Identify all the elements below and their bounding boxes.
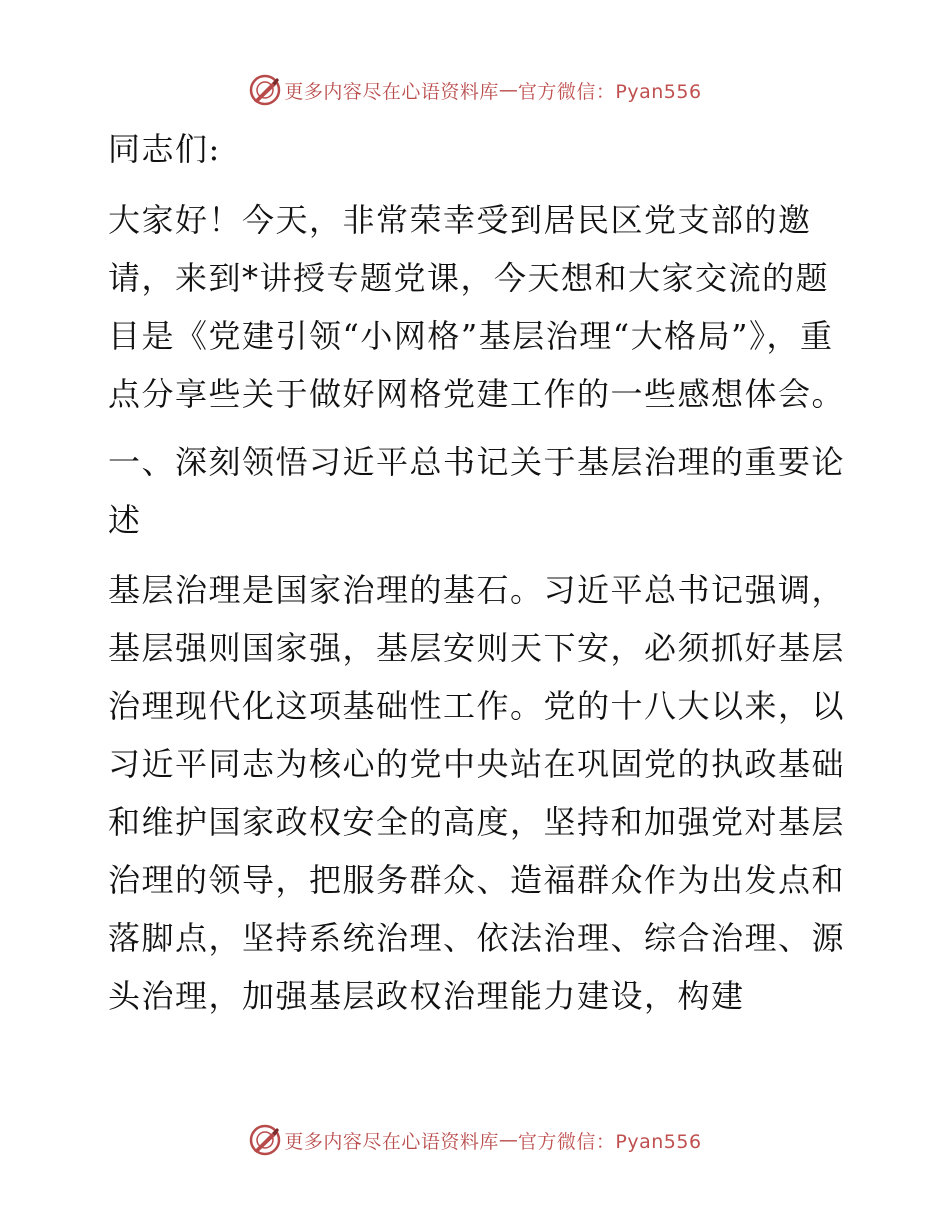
- header-watermark: [0, 70, 950, 110]
- document-body: [98, 120, 858, 1025]
- logo-icon: [248, 1123, 282, 1157]
- watermark-text: 更多内容尽在心语资料库: [284, 1130, 499, 1153]
- watermark-wechat: 官方微信：Pyan556: [517, 1130, 702, 1153]
- salutation: 同志们:: [108, 130, 221, 168]
- paragraph-opening: 大家好！今天，非常荣幸受到居民区党支部的邀请，来到*讲授专题党课，今天想和大家交流的题目是《党建引领“小网格”基层治理“大格局”》，重点分享些关于做好网格党建工作的一些感想体会。: [108, 201, 846, 413]
- watermark-wechat: 官方微信：Pyan556: [517, 80, 702, 103]
- footer-watermark: [0, 1120, 950, 1160]
- paragraph-body: 基层治理是国家治理的基石。习近平总书记强调，基层强则国家强，基层安则天下安，必须抓好基层治理现代化这项基础性工作。党的十八大以来，以习近平同志为核心的党中央站在巩固党的执政基础和维护国家政权安全的高度，坚持和加强党对基层治理的领导，把服务群众、造福群众作为出发点和落脚点，坚持系统治理、依法治理、综合治理、源头治理，加强基层政权治理能力建设，构建: [108, 571, 846, 1015]
- watermark-separator: —: [498, 1129, 518, 1151]
- section-heading: 一、深刻领悟习近平总书记关于基层治理的重要论述: [108, 443, 846, 539]
- watermark-text: 更多内容尽在心语资料库: [284, 80, 499, 103]
- watermark-separator: —: [498, 79, 518, 101]
- logo-icon: [248, 73, 282, 107]
